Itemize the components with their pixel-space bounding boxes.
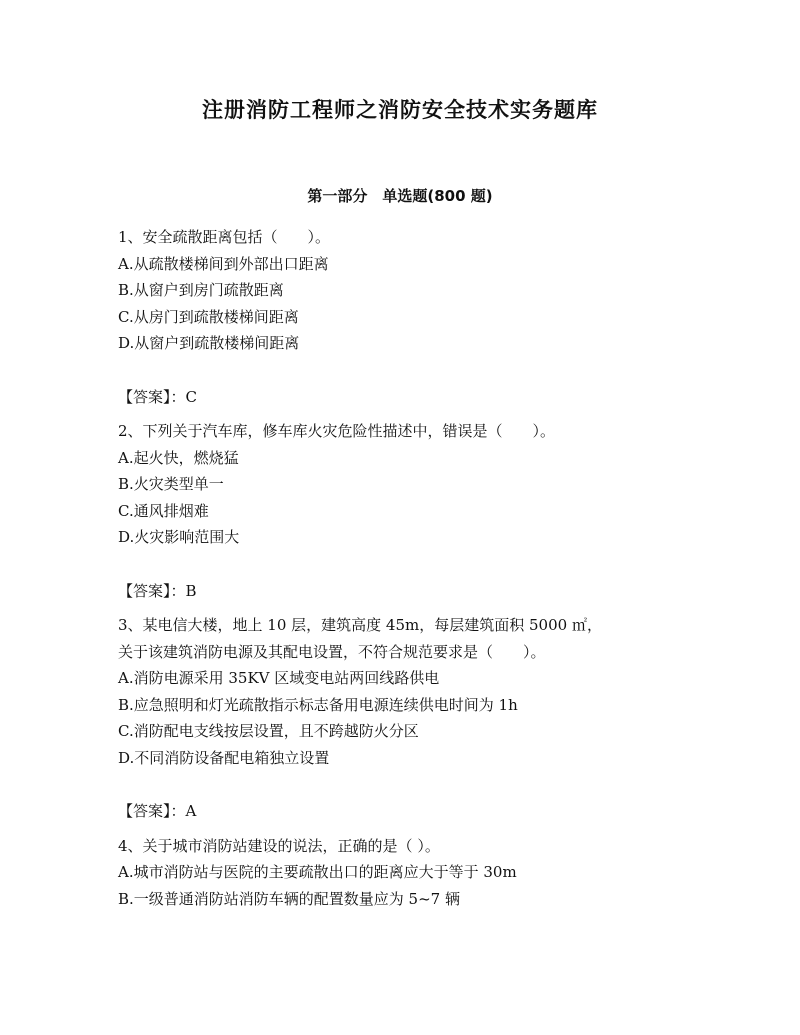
question-stem: 2、下列关于汽车库，修车库火灾危险性描述中，错误是（ ）。 <box>118 422 556 440</box>
option-c: C.从房门到疏散楼梯间距离 <box>118 307 299 326</box>
option-c: C.消防配电支线按层设置，且不跨越防火分区 <box>118 722 419 740</box>
option-a: A.起火快，燃烧猛 <box>118 448 239 467</box>
question-stem: 4、关于城市消防站建设的说法，正确的是（ ）。 <box>118 836 440 855</box>
option-b: B.从窗户到房门疏散距离 <box>118 281 284 299</box>
option-d: D.不同消防设备配电箱独立设置 <box>118 748 330 767</box>
question-item <box>118 224 718 410</box>
option-c: C.通风排烟难 <box>118 501 209 520</box>
option-b: B.火灾类型单一 <box>118 475 224 493</box>
option-a: A.从疏散楼梯间到外部出口距离 <box>118 254 329 273</box>
question-item <box>118 612 718 825</box>
question-item <box>118 418 718 604</box>
option-a: A.城市消防站与医院的主要疏散出口的距离应大于等于 30m <box>118 863 517 881</box>
option-d: D.火灾影响范围大 <box>118 528 240 546</box>
question-item <box>118 833 718 913</box>
option-a: A.消防电源采用 35KV 区域变电站两回线路供电 <box>118 669 440 687</box>
answer-label: 【答案】：C <box>118 387 197 406</box>
option-b: B.一级普通消防站消防车辆的配置数量应为 5~7 辆 <box>118 889 460 908</box>
section-heading: 第一部分 单选题(800 题) <box>307 187 493 205</box>
option-d: D.从窗户到疏散楼梯间距离 <box>118 334 300 352</box>
question-stem: 3、某电信大楼，地上 10 层，建筑高度 45m，每层建筑面积 5000 ㎡， <box>118 616 602 634</box>
question-stem-continued: 关于该建筑消防电源及其配电设置，不符合规范要求是（ ）。 <box>118 642 546 661</box>
answer-label: 【答案】：A <box>118 802 197 820</box>
option-b: B.应急照明和灯光疏散指示标志备用电源连续供电时间为 1h <box>118 695 518 714</box>
document-title: 注册消防工程师之消防安全技术实务题库 <box>202 98 598 122</box>
answer-label: 【答案】：B <box>118 581 197 600</box>
question-stem: 1、安全疏散距离包括（ ）。 <box>118 228 331 246</box>
question-list <box>118 224 718 912</box>
